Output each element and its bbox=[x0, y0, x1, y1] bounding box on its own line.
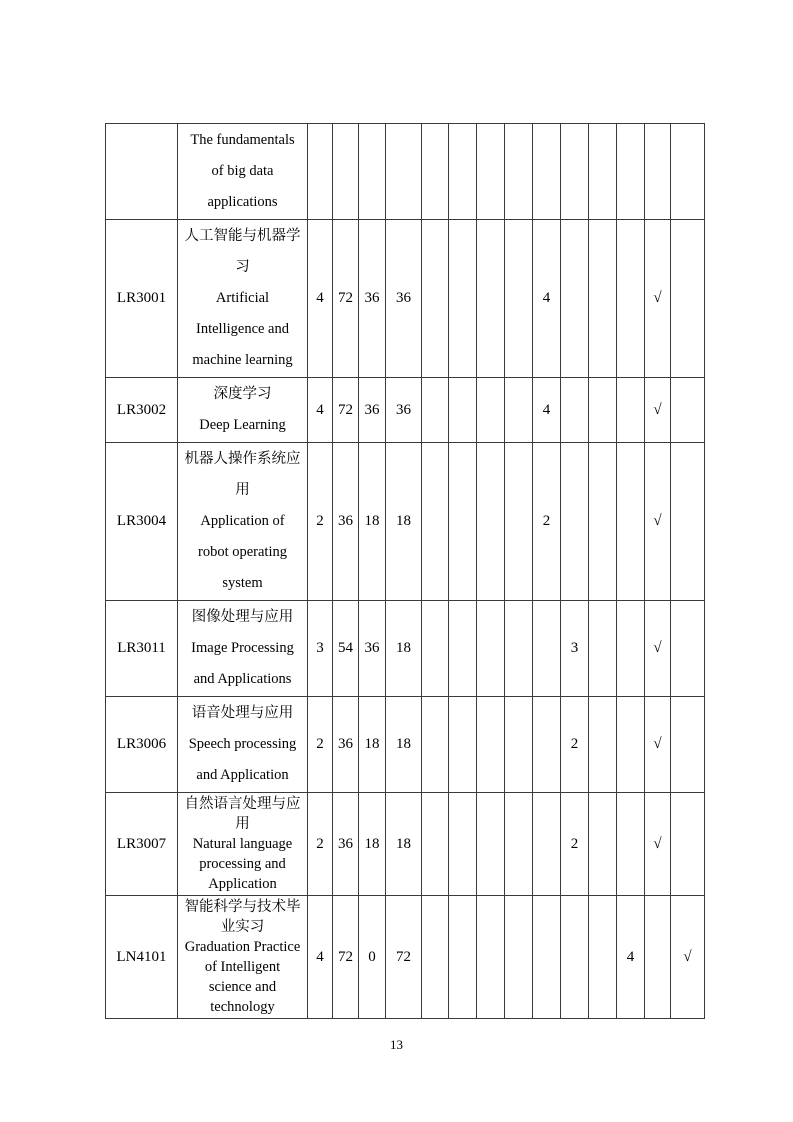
course-name-line: Deep Learning bbox=[199, 417, 286, 433]
semester-2-cell bbox=[449, 601, 477, 697]
course-code-cell: LR3001 bbox=[106, 220, 178, 378]
course-table bbox=[105, 123, 705, 1019]
semester-4-cell bbox=[505, 378, 533, 443]
course-name-cell bbox=[178, 124, 308, 220]
exam-check-cell: √ bbox=[645, 220, 671, 378]
exam-check-cell: √ bbox=[645, 378, 671, 443]
total-hours-cell: 36 bbox=[333, 697, 359, 793]
course-name-line: processing and bbox=[199, 856, 286, 872]
semester-3-cell bbox=[477, 378, 505, 443]
course-name-line: Intelligence and bbox=[196, 321, 289, 337]
semester-1-cell bbox=[422, 220, 449, 378]
semester-8-cell bbox=[617, 378, 645, 443]
semester-1-cell bbox=[422, 697, 449, 793]
semester-4-cell bbox=[505, 793, 533, 896]
semester-6-cell: 3 bbox=[561, 601, 589, 697]
assessment-check-cell bbox=[671, 124, 705, 220]
semester-8-cell bbox=[617, 793, 645, 896]
semester-8-cell bbox=[617, 601, 645, 697]
semester-7-cell bbox=[589, 220, 617, 378]
semester-4-cell bbox=[505, 896, 533, 1019]
semester-3-cell bbox=[477, 443, 505, 601]
semester-7-cell bbox=[589, 378, 617, 443]
semester-1-cell bbox=[422, 793, 449, 896]
course-name-line: 业实习 bbox=[220, 919, 265, 935]
exam-check-cell: √ bbox=[645, 443, 671, 601]
semester-6-cell bbox=[561, 443, 589, 601]
semester-6-cell: 2 bbox=[561, 793, 589, 896]
semester-1-cell bbox=[422, 601, 449, 697]
course-row bbox=[106, 601, 705, 697]
lecture-hours-cell: 36 bbox=[359, 220, 386, 378]
practice-hours-cell: 18 bbox=[386, 793, 422, 896]
course-name-line: 语音处理与应用 bbox=[191, 705, 294, 721]
semester-4-cell bbox=[505, 220, 533, 378]
credit-cell: 4 bbox=[308, 896, 333, 1019]
exam-check-cell bbox=[645, 896, 671, 1019]
course-code-cell: LR3002 bbox=[106, 378, 178, 443]
course-name-line: and Application bbox=[196, 767, 289, 783]
assessment-check-cell bbox=[671, 601, 705, 697]
course-name-line: of Intelligent bbox=[204, 959, 281, 975]
course-code-cell: LR3006 bbox=[106, 697, 178, 793]
semester-7-cell bbox=[589, 601, 617, 697]
lecture-hours-cell: 18 bbox=[359, 443, 386, 601]
page-number: 13 bbox=[390, 1037, 403, 1052]
lecture-hours-cell bbox=[359, 124, 386, 220]
semester-3-cell bbox=[477, 220, 505, 378]
course-name-line: 深度学习 bbox=[213, 386, 272, 402]
course-name-line: Application of bbox=[200, 513, 285, 529]
course-code-cell bbox=[106, 124, 178, 220]
total-hours-cell: 36 bbox=[333, 443, 359, 601]
semester-7-cell bbox=[589, 697, 617, 793]
course-name-line: applications bbox=[207, 194, 278, 210]
course-name-line: 习 bbox=[235, 259, 250, 275]
practice-hours-cell: 36 bbox=[386, 220, 422, 378]
semester-3-cell bbox=[477, 601, 505, 697]
exam-check-cell bbox=[645, 124, 671, 220]
lecture-hours-cell: 18 bbox=[359, 793, 386, 896]
semester-5-cell bbox=[533, 896, 561, 1019]
semester-7-cell bbox=[589, 124, 617, 220]
semester-6-cell: 2 bbox=[561, 697, 589, 793]
practice-hours-cell: 72 bbox=[386, 896, 422, 1019]
course-row bbox=[106, 443, 705, 601]
assessment-check-cell bbox=[671, 378, 705, 443]
semester-2-cell bbox=[449, 793, 477, 896]
course-code-cell: LR3007 bbox=[106, 793, 178, 896]
semester-4-cell bbox=[505, 601, 533, 697]
course-row bbox=[106, 896, 705, 1019]
course-code-cell: LN4101 bbox=[106, 896, 178, 1019]
course-name-line: and Applications bbox=[193, 671, 292, 687]
course-name-cell bbox=[178, 378, 308, 443]
total-hours-cell: 54 bbox=[333, 601, 359, 697]
semester-5-cell: 4 bbox=[533, 378, 561, 443]
assessment-check-cell bbox=[671, 443, 705, 601]
assessment-check-cell bbox=[671, 220, 705, 378]
semester-5-cell bbox=[533, 697, 561, 793]
semester-2-cell bbox=[449, 220, 477, 378]
course-name-line: 用 bbox=[235, 816, 250, 832]
semester-8-cell bbox=[617, 124, 645, 220]
course-row bbox=[106, 220, 705, 378]
course-row bbox=[106, 697, 705, 793]
credit-cell: 2 bbox=[308, 793, 333, 896]
course-name-line: technology bbox=[210, 999, 275, 1015]
course-code-cell: LR3011 bbox=[106, 601, 178, 697]
course-name-line: of big data bbox=[211, 163, 274, 179]
exam-check-cell: √ bbox=[645, 793, 671, 896]
semester-3-cell bbox=[477, 793, 505, 896]
course-name-line: Artificial bbox=[215, 290, 270, 306]
exam-check-cell: √ bbox=[645, 601, 671, 697]
exam-check-cell: √ bbox=[645, 697, 671, 793]
semester-8-cell: 4 bbox=[617, 896, 645, 1019]
credit-cell: 4 bbox=[308, 378, 333, 443]
course-name-cell bbox=[178, 220, 308, 378]
semester-3-cell bbox=[477, 697, 505, 793]
course-name-line: robot operating bbox=[198, 544, 287, 560]
course-name-cell bbox=[178, 443, 308, 601]
semester-1-cell bbox=[422, 443, 449, 601]
course-name-cell bbox=[178, 601, 308, 697]
semester-7-cell bbox=[589, 896, 617, 1019]
semester-1-cell bbox=[422, 896, 449, 1019]
semester-8-cell bbox=[617, 697, 645, 793]
course-name-line: Speech processing bbox=[188, 736, 297, 752]
semester-2-cell bbox=[449, 124, 477, 220]
course-name-line: 机器人操作系统应 bbox=[184, 451, 301, 467]
semester-6-cell bbox=[561, 896, 589, 1019]
semester-7-cell bbox=[589, 443, 617, 601]
semester-4-cell bbox=[505, 697, 533, 793]
course-table-body bbox=[106, 124, 705, 1019]
semester-3-cell bbox=[477, 124, 505, 220]
course-name-cell bbox=[178, 896, 308, 1019]
semester-5-cell bbox=[533, 793, 561, 896]
course-name-line: machine learning bbox=[192, 352, 293, 368]
semester-6-cell bbox=[561, 124, 589, 220]
semester-2-cell bbox=[449, 443, 477, 601]
course-row bbox=[106, 793, 705, 896]
course-name-line: 图像处理与应用 bbox=[191, 609, 294, 625]
practice-hours-cell bbox=[386, 124, 422, 220]
total-hours-cell: 72 bbox=[333, 378, 359, 443]
credit-cell: 2 bbox=[308, 697, 333, 793]
course-name-line: system bbox=[222, 575, 263, 591]
course-name-line: Natural language bbox=[192, 836, 293, 852]
semester-5-cell: 4 bbox=[533, 220, 561, 378]
assessment-check-cell bbox=[671, 697, 705, 793]
total-hours-cell bbox=[333, 124, 359, 220]
total-hours-cell: 72 bbox=[333, 896, 359, 1019]
semester-5-cell: 2 bbox=[533, 443, 561, 601]
semester-1-cell bbox=[422, 124, 449, 220]
course-name-line: 用 bbox=[235, 482, 250, 498]
credit-cell: 4 bbox=[308, 220, 333, 378]
credit-cell bbox=[308, 124, 333, 220]
semester-2-cell bbox=[449, 896, 477, 1019]
semester-3-cell bbox=[477, 896, 505, 1019]
course-code-cell: LR3004 bbox=[106, 443, 178, 601]
semester-2-cell bbox=[449, 697, 477, 793]
total-hours-cell: 36 bbox=[333, 793, 359, 896]
lecture-hours-cell: 0 bbox=[359, 896, 386, 1019]
course-row bbox=[106, 378, 705, 443]
course-name-line: Application bbox=[208, 876, 277, 892]
semester-8-cell bbox=[617, 443, 645, 601]
course-name-line: 智能科学与技术毕 bbox=[184, 899, 301, 915]
semester-2-cell bbox=[449, 378, 477, 443]
practice-hours-cell: 18 bbox=[386, 601, 422, 697]
course-name-line: Graduation Practice bbox=[184, 939, 301, 955]
course-name-line: 人工智能与机器学 bbox=[184, 228, 301, 244]
course-row bbox=[106, 124, 705, 220]
semester-1-cell bbox=[422, 378, 449, 443]
semester-5-cell bbox=[533, 601, 561, 697]
semester-5-cell bbox=[533, 124, 561, 220]
practice-hours-cell: 36 bbox=[386, 378, 422, 443]
credit-cell: 3 bbox=[308, 601, 333, 697]
assessment-check-cell: √ bbox=[671, 896, 705, 1019]
lecture-hours-cell: 36 bbox=[359, 378, 386, 443]
total-hours-cell: 72 bbox=[333, 220, 359, 378]
assessment-check-cell bbox=[671, 793, 705, 896]
course-name-line: Image Processing bbox=[191, 640, 294, 656]
semester-4-cell bbox=[505, 124, 533, 220]
practice-hours-cell: 18 bbox=[386, 443, 422, 601]
course-name-line: The fundamentals bbox=[190, 132, 295, 148]
semester-8-cell bbox=[617, 220, 645, 378]
course-name-cell bbox=[178, 793, 308, 896]
practice-hours-cell: 18 bbox=[386, 697, 422, 793]
course-name-line: science and bbox=[208, 979, 277, 995]
course-name-cell bbox=[178, 697, 308, 793]
lecture-hours-cell: 18 bbox=[359, 697, 386, 793]
semester-4-cell bbox=[505, 443, 533, 601]
semester-7-cell bbox=[589, 793, 617, 896]
lecture-hours-cell: 36 bbox=[359, 601, 386, 697]
semester-6-cell bbox=[561, 220, 589, 378]
course-name-line: 自然语言处理与应 bbox=[184, 796, 301, 812]
credit-cell: 2 bbox=[308, 443, 333, 601]
semester-6-cell bbox=[561, 378, 589, 443]
